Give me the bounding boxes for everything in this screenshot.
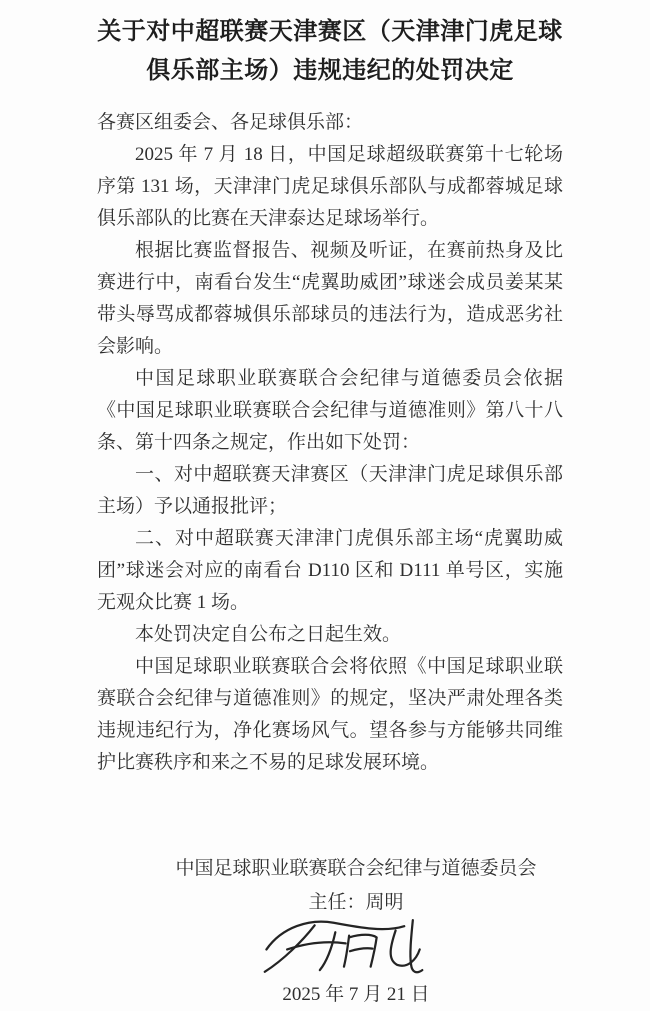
- title-line-2: 俱乐部主场）违规违纪的处罚决定: [146, 58, 514, 84]
- paragraph-closing: 中国足球职业联赛联合会将依照《中国足球职业联赛联合会纪律与道德准则》的规定，坚决严肃处理各类违规违纪行为，净化赛场风气。望各参与方能够共同维护比赛秩序和来之不易的足球发展环境。: [97, 656, 563, 773]
- issuing-organization: 中国足球职业联赛联合会纪律与道德委员会: [175, 858, 537, 879]
- paragraph-penalty-2: 二、对中超联赛天津津门虎俱乐部主场“虎翼助威团”球迷会对应的南看台 D110 区和 D111 单号区，实施无观众比赛 1 场。: [97, 528, 563, 613]
- paragraph-incident: 根据比赛监督报告、视频及听证，在赛前热身及比赛进行中，南看台发生“虎翼助威团”球迷会成员姜某某带头辱骂成都蓉城俱乐部球员的违法行为，造成恶劣社会影响。: [97, 240, 563, 357]
- signer-line: 主任：周明: [308, 892, 404, 913]
- document-body: [97, 107, 563, 779]
- salutation: 各赛区组委会、各足球俱乐部：: [97, 112, 364, 133]
- signature-block: [123, 853, 589, 1011]
- paragraph-match-info: 2025 年 7 月 18 日，中国足球超级联赛第十七轮场序第 131 场，天津津门虎足球俱乐部队与成都蓉城足球俱乐部队的比赛在天津泰达足球场举行。: [97, 144, 563, 229]
- paragraph-penalty-1: 一、对中超联赛天津赛区（天津津门虎足球俱乐部主场）予以通报批评；: [97, 464, 563, 517]
- title-line-1: 关于对中超联赛天津赛区（天津津门虎足球: [97, 19, 563, 45]
- paragraph-effective-date: 本处罚决定自公布之日起生效。: [135, 624, 402, 645]
- handwritten-signature: [123, 915, 589, 977]
- issue-date: 2025 年 7 月 21 日: [282, 984, 430, 1005]
- paragraph-basis: 中国足球职业联赛联合会纪律与道德委员会依据《中国足球职业联赛联合会纪律与道德准则》第八十八条、第十四条之规定，作出如下处罚：: [97, 368, 563, 453]
- signature-scribble-icon: [236, 915, 476, 977]
- page-title: [97, 13, 563, 91]
